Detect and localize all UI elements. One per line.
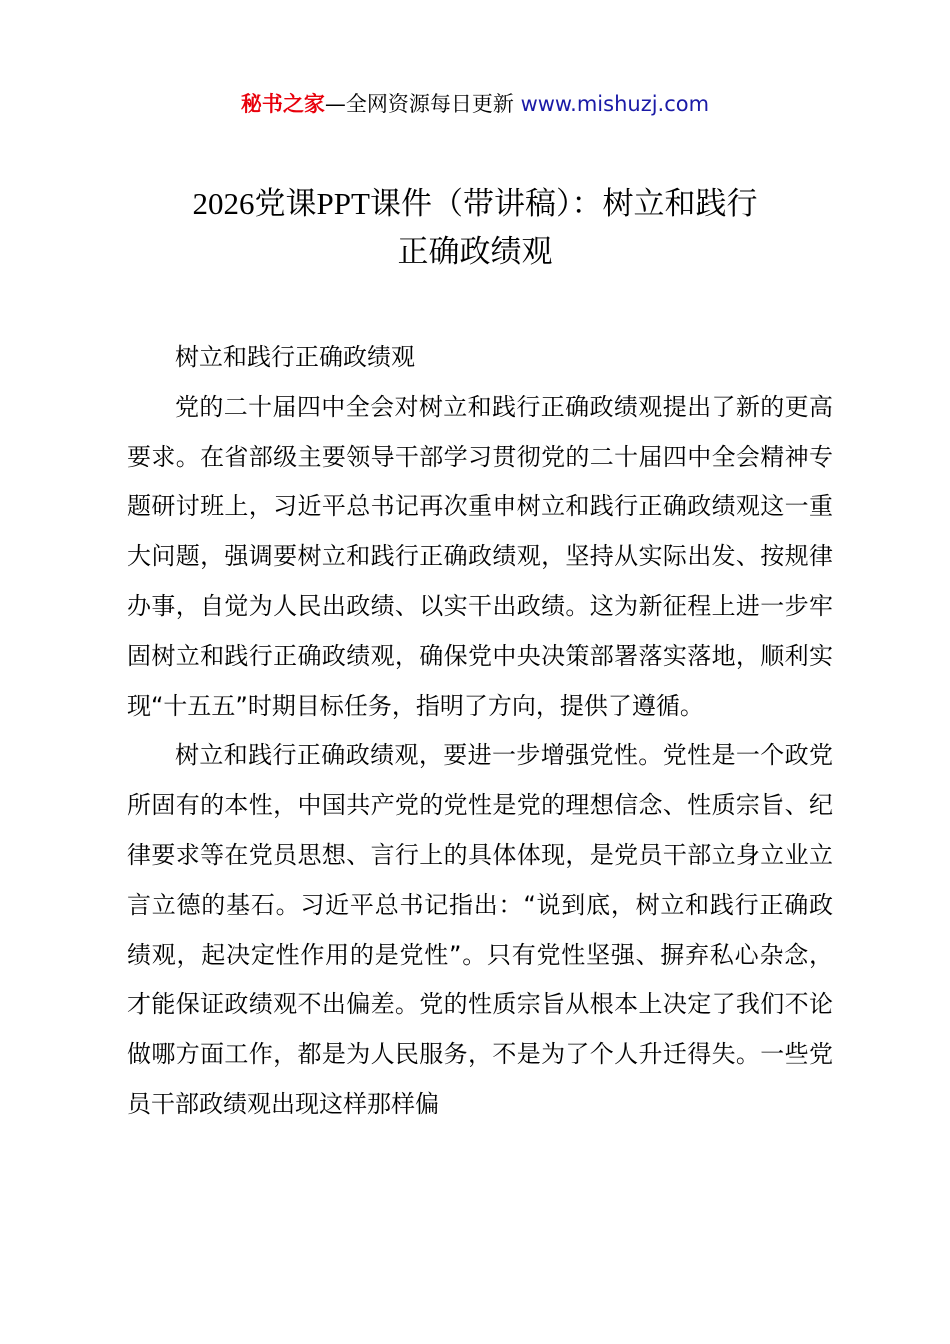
document-body	[127, 333, 833, 1130]
body-paragraph: 党的二十届四中全会对树立和践行正确政绩观提出了新的更高要求。在省部级主要领导干部学习贯彻党的二十届四中全会精神专题研讨班上，习近平总书记再次重申树立和践行正确政绩观这一重大问题，强调要树立和践行正确政绩观，坚持从实际出发、按规律办事，自觉为人民出政绩、以实干出政绩。这为新征程上进一步牢固树立和践行正确政绩观，确保党中央决策部署落实落地，顺利实现“十五五”时期目标任务，指明了方向，提供了遵循。	[127, 392, 833, 720]
site-url-link[interactable]: www.mishuzj.com	[520, 92, 710, 116]
section-subheading: 树立和践行正确政绩观	[175, 343, 415, 371]
document-title	[100, 180, 850, 276]
site-header	[0, 88, 950, 120]
title-year: 2026	[192, 186, 255, 221]
site-tagline: —全网资源每日更新	[324, 92, 521, 116]
title-part1: 党课	[254, 186, 317, 222]
site-brand: 秘书之家	[240, 92, 325, 116]
title-ppt: PPT	[316, 186, 370, 221]
body-paragraph: 树立和践行正确政绩观，要进一步增强党性。党性是一个政党所固有的本性，中国共产党的党性是党的理想信念、性质宗旨、纪律要求等在党员思想、言行上的具体体现，是党员干部立身立业立言立德的基石。习近平总书记指出：“说到底，树立和践行正确政绩观，起决定性作用的是党性”。只有党性坚强、摒弃私心杂念，才能保证政绩观不出偏差。党的性质宗旨从根本上决定了我们不论做哪方面工作，都是为人民服务，不是为了个人升迁得失。一些党员干部政绩观出现这样那样偏	[127, 741, 833, 1118]
title-part2: 课件（带讲稿）：树立和践行	[369, 186, 758, 222]
title-line2: 正确政绩观	[397, 234, 553, 270]
